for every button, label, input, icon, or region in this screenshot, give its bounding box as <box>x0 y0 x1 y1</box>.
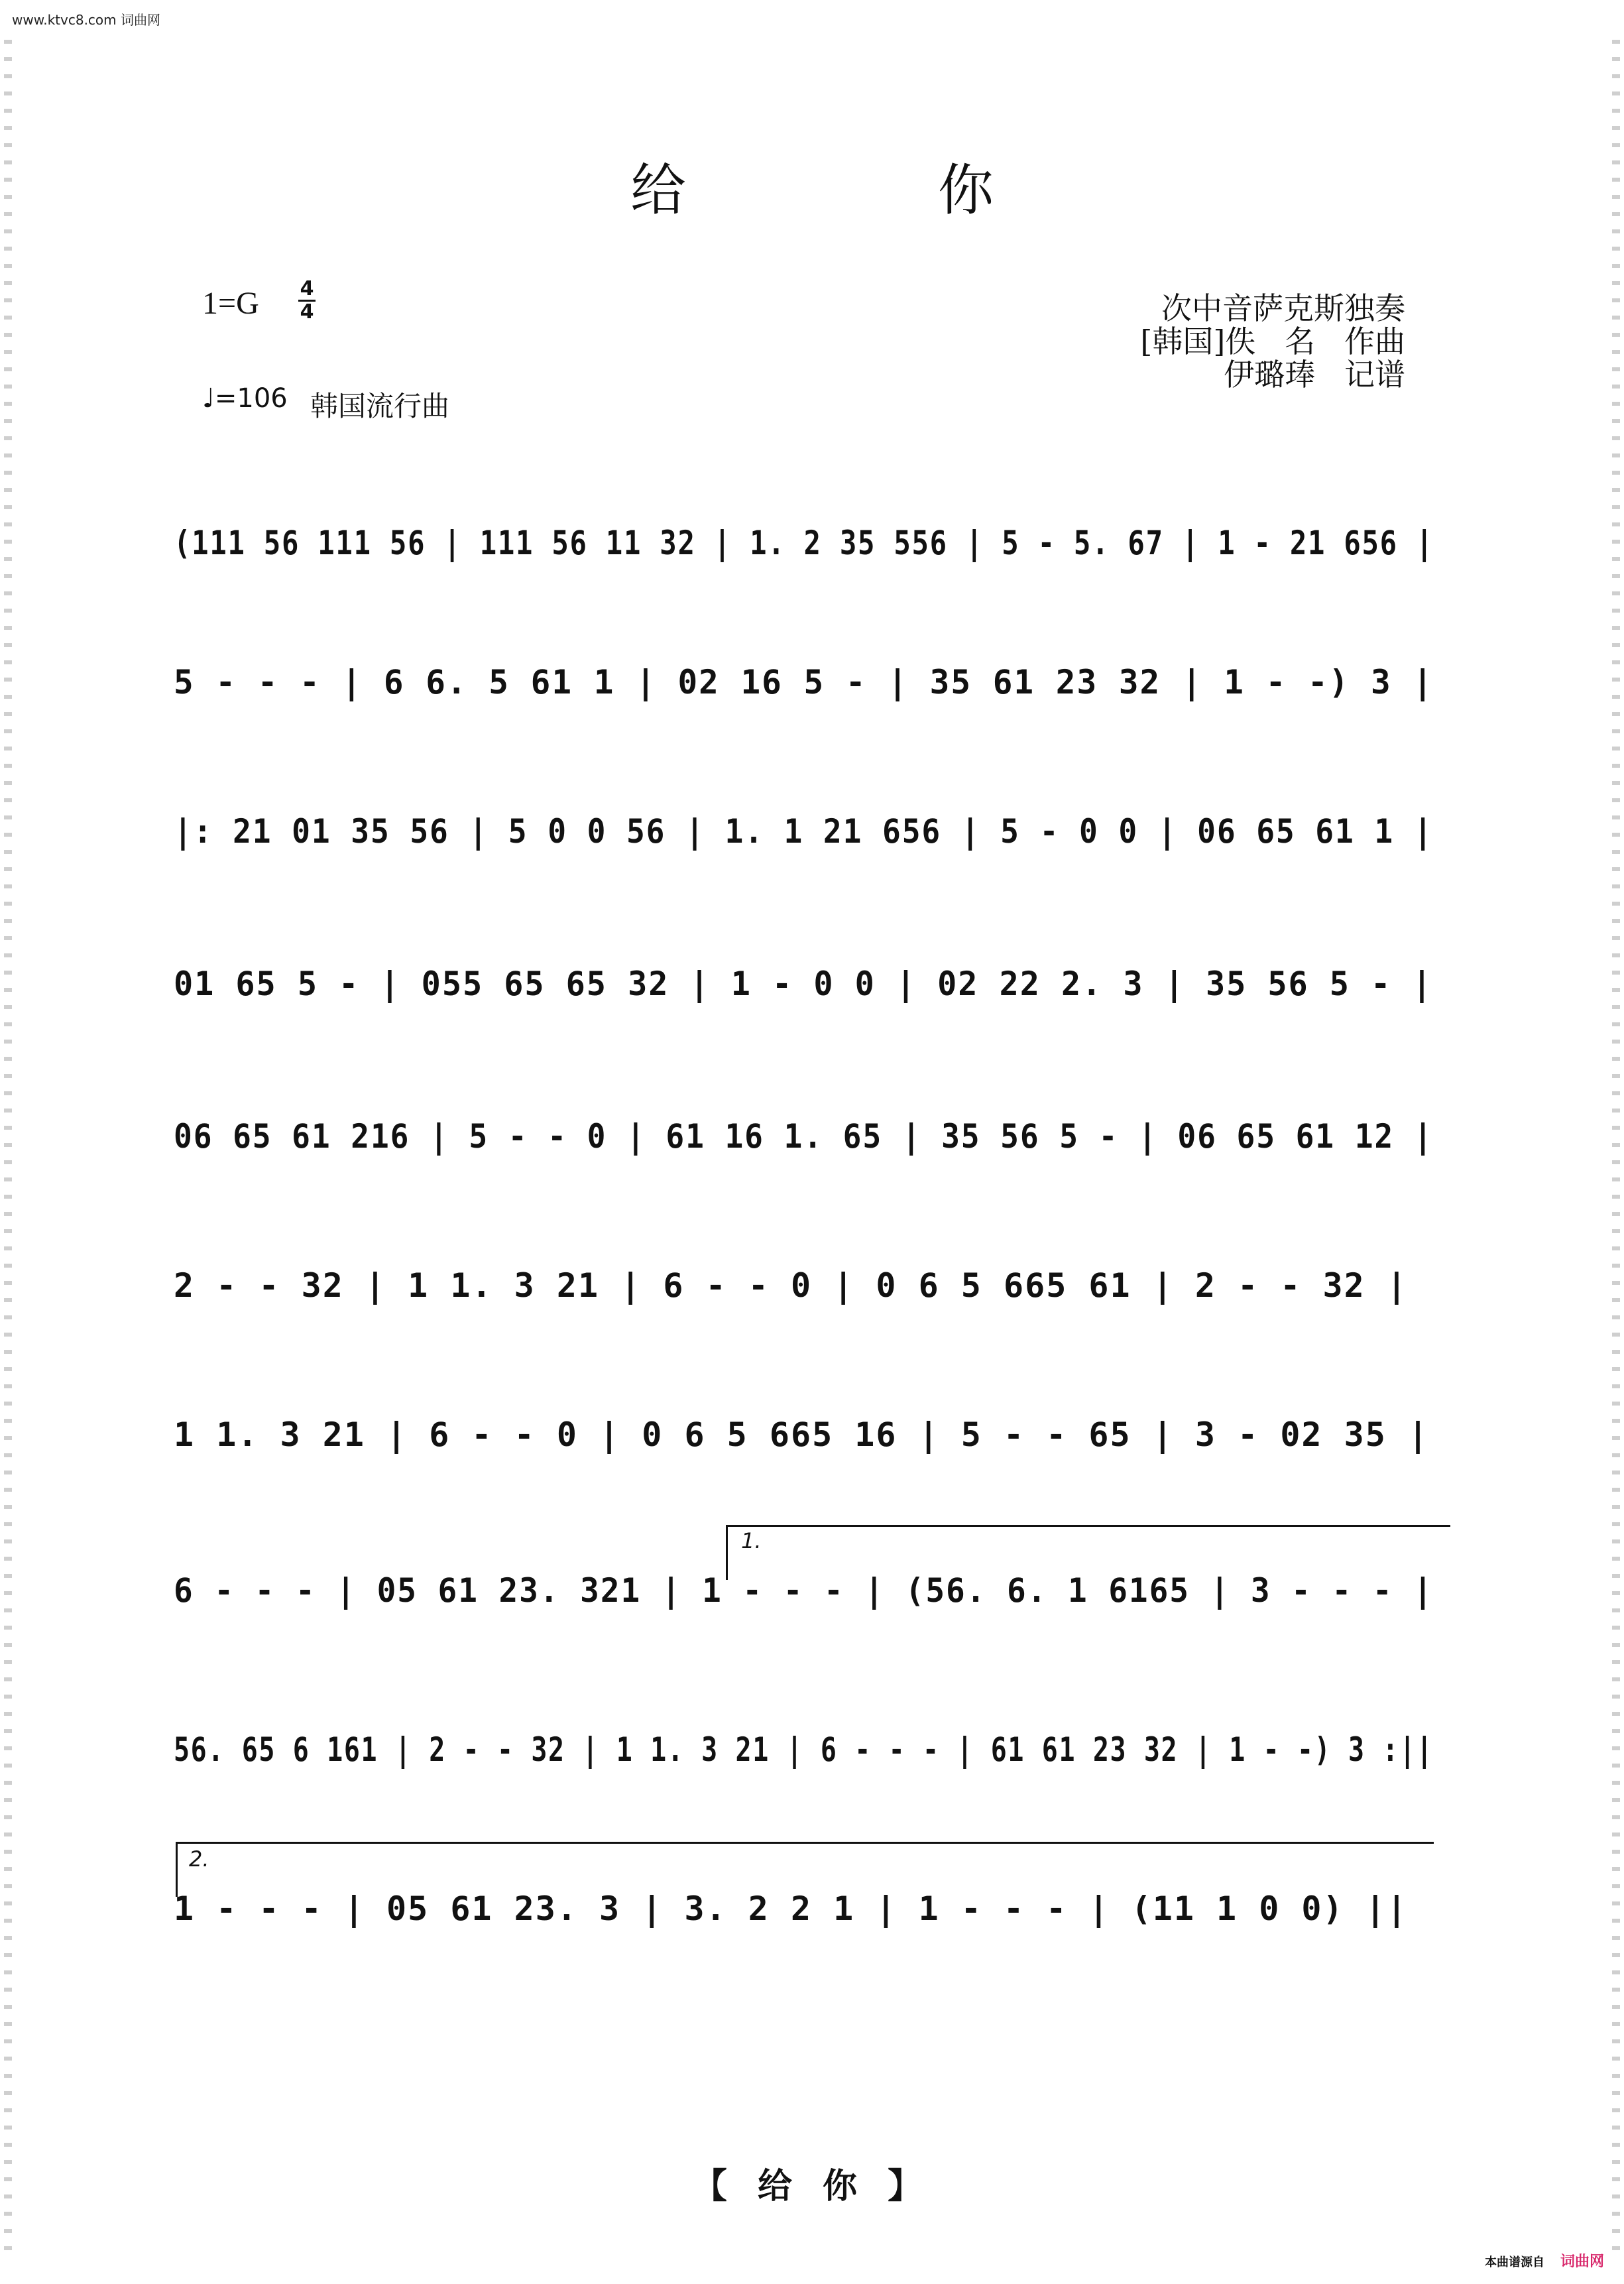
score-line-text: 56. 65 6 161 | 2 - - 32 | 1 1. 3 21 | 6 - - - | 61 61 23 32 | 1 - -) 3 :|| <box>174 1730 1434 1769</box>
score-line-text: 6 - - - | 05 61 23. 321 | 1 - - - | (56. 6. 1 6165 | 3 - - - | <box>174 1571 1434 1610</box>
score-line <box>174 491 1450 577</box>
score-line <box>174 1084 1450 1170</box>
credits-block <box>1140 292 1405 391</box>
volta-label-1: 1. <box>741 1528 762 1553</box>
meter-top: 4 <box>300 277 314 300</box>
score-line-text: |: 21 01 35 56 | 5 0 0 56 | 1. 1 21 656 | 5 - 0 0 | 06 65 61 1 | <box>174 812 1434 851</box>
meter-bottom: 4 <box>300 300 314 324</box>
volta-bracket-1 <box>726 1525 1450 1580</box>
score-line <box>174 779 1450 865</box>
left-edge-strip <box>4 40 12 2254</box>
volta-bracket-2 <box>176 1842 1434 1897</box>
credit-transcriber: 伊璐琫 记谱 <box>1224 357 1405 392</box>
score-line-text: 2 - - 32 | 1 1. 3 21 | 6 - - 0 | 0 6 5 665 61 | 2 - - 32 | <box>174 1266 1408 1305</box>
score-line-text: (111 56 111 56 | 111 56 11 32 | 1. 2 35 556 | 5 - 5. 67 | 1 - 21 656 | <box>174 524 1434 562</box>
score-line <box>174 1233 1450 1319</box>
right-edge-strip <box>1612 40 1620 2254</box>
time-signature <box>297 278 317 323</box>
score-line <box>174 1697 1450 1783</box>
brand-logo[interactable]: 词曲网 <box>1560 2254 1604 2270</box>
score-line-text: 01 65 5 - | 055 65 65 32 | 1 - 0 0 | 02 22 2. 3 | 35 56 5 - | <box>174 965 1433 1003</box>
site-url[interactable]: www.ktvc8.com 词曲网 <box>12 12 161 28</box>
score-line-text: 06 65 61 216 | 5 - - 0 | 61 16 1. 65 | 35 56 5 - | 06 65 61 12 | <box>174 1117 1434 1156</box>
footer-title: 【 给 你 】 <box>692 2166 932 2206</box>
score-line <box>174 1382 1450 1469</box>
score-line-text: 1 - - - | 05 61 23. 3 | 3. 2 2 1 | 1 - - - | (11 1 0 0) || <box>174 1890 1408 1928</box>
score-line-text: 5 - - - | 6 6. 5 61 1 | 02 16 5 - | 35 61 23 32 | 1 - -) 3 | <box>174 663 1434 701</box>
credit-instrument: 次中音萨克斯独奏 <box>1161 290 1405 326</box>
key-signature: 1=G <box>202 286 259 321</box>
tempo-marking: ♩=106 <box>202 383 288 414</box>
source-label: 本曲谱源自 <box>1485 2255 1544 2269</box>
credit-composer: [韩国]佚 名 作曲 <box>1140 324 1405 359</box>
score-line-text: 1 1. 3 21 | 6 - - 0 | 0 6 5 665 16 | 5 - - 65 | 3 - 02 35 | <box>174 1415 1430 1454</box>
volta-label-2: 2. <box>189 1846 209 1872</box>
genre-label: 韩国流行曲 <box>310 390 450 422</box>
score-line <box>174 932 1450 1018</box>
score-line <box>174 630 1450 716</box>
song-title: 给你 <box>630 158 1246 223</box>
